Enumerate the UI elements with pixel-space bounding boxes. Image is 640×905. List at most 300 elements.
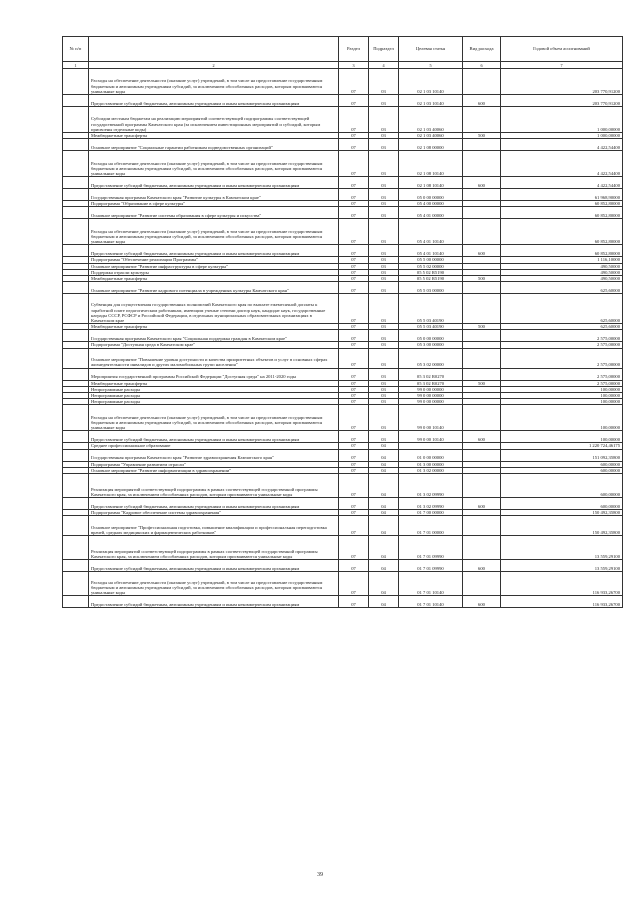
row-podrazdel-cell: 03 <box>369 380 399 386</box>
table-row <box>63 560 623 572</box>
row-sum-cell: 60 852,80000 <box>501 207 623 219</box>
row-sum-cell: 625,60000 <box>501 294 623 324</box>
row-razdel-cell: 07 <box>339 342 369 348</box>
row-vr-cell: 600 <box>463 498 501 510</box>
row-sum-cell: 116 933,26700 <box>501 596 623 608</box>
row-podrazdel-cell: 04 <box>369 572 399 596</box>
row-num-cell <box>63 449 89 461</box>
row-num-cell <box>63 282 89 294</box>
row-num-cell <box>63 431 89 443</box>
row-num-cell <box>63 245 89 257</box>
row-razdel-cell: 07 <box>339 330 369 342</box>
row-cst-cell: 99 0 00 00000 <box>399 386 463 392</box>
row-name-cell: Субсидии местным бюджетам на реализацию мероприятий соответствующей подпрограммы соответствующей государственной программы Камчатского края (за исключением инвестиционных мероприятий и субсидий, которым присвоены отдельные коды) <box>89 107 339 133</box>
table-row <box>63 219 623 245</box>
row-num-cell <box>63 330 89 342</box>
row-vr-cell: 600 <box>463 245 501 257</box>
budget-sheet <box>62 36 622 608</box>
row-razdel-cell: 07 <box>339 449 369 461</box>
table-row <box>63 282 623 294</box>
row-razdel-cell: 07 <box>339 498 369 510</box>
row-num-cell <box>63 294 89 324</box>
row-podrazdel-cell: 04 <box>369 498 399 510</box>
table-row <box>63 405 623 431</box>
table-row <box>63 294 623 324</box>
index-cell: 2 <box>89 62 339 69</box>
row-name-cell: Предоставление субсидий бюджетным, автономным учреждениям и иным некоммерческим организациям <box>89 596 339 608</box>
table-row <box>63 498 623 510</box>
row-vr-cell <box>463 69 501 95</box>
index-cell: 7 <box>501 62 623 69</box>
row-cst-cell: 01 7 01 10140 <box>399 572 463 596</box>
page-number: 39 <box>317 872 323 878</box>
row-name-cell: Основное мероприятие "Развитие информатизации в здравоохранении" <box>89 467 339 473</box>
row-podrazdel-cell: 03 <box>369 177 399 189</box>
row-name-cell: Предоставление субсидий бюджетным, автономным учреждениям и иным некоммерческим организациям <box>89 245 339 257</box>
row-razdel-cell: 07 <box>339 107 369 133</box>
row-razdel-cell: 07 <box>339 467 369 473</box>
row-razdel-cell: 07 <box>339 560 369 572</box>
row-podrazdel-cell: 03 <box>369 107 399 133</box>
row-cst-cell: 05 3 00 00000 <box>399 342 463 348</box>
row-vr-cell <box>463 219 501 245</box>
row-podrazdel-cell: 03 <box>369 431 399 443</box>
row-cst-cell: 01 7 01 09990 <box>399 536 463 560</box>
row-name-cell: Реализация мероприятий соответствующей подпрограммы в рамках соответствующей государственной программы Камчатского края, за исключением обособленных расходов, которым присваиваются уникальные коды <box>89 536 339 560</box>
row-sum-cell: 1 220 724,46175 <box>501 443 623 449</box>
row-vr-cell <box>463 572 501 596</box>
row-cst-cell: 05 0 00 00000 <box>399 330 463 342</box>
row-razdel-cell: 07 <box>339 139 369 151</box>
table-row <box>63 536 623 560</box>
table-row <box>63 596 623 608</box>
row-num-cell <box>63 207 89 219</box>
index-cell: 3 <box>339 62 369 69</box>
row-razdel-cell: 07 <box>339 516 369 536</box>
row-cst-cell: 01 3 02 00000 <box>399 467 463 473</box>
row-vr-cell <box>463 294 501 324</box>
row-razdel-cell: 07 <box>339 189 369 201</box>
row-sum-cell: 1 000,00000 <box>501 133 623 139</box>
row-name-cell: Поддержка отрасли культуры <box>89 269 339 275</box>
row-podrazdel-cell: 03 <box>369 139 399 151</box>
row-cst-cell: 99 0 00 10140 <box>399 405 463 431</box>
row-num-cell <box>63 95 89 107</box>
row-num-cell <box>63 405 89 431</box>
row-cst-cell: 01 3 02 09990 <box>399 474 463 498</box>
col-name-header <box>89 37 339 62</box>
row-name-cell: Подпрограмма "Управление развитием отрасли" <box>89 461 339 467</box>
row-podrazdel-cell: 04 <box>369 474 399 498</box>
row-razdel-cell: 07 <box>339 245 369 257</box>
row-sum-cell: 490,50000 <box>501 263 623 269</box>
row-sum-cell: 60 852,80000 <box>501 201 623 207</box>
row-cst-cell: 05 3 02 R0270 <box>399 368 463 380</box>
row-razdel-cell: 07 <box>339 276 369 282</box>
table-row <box>63 69 623 95</box>
table-row <box>63 516 623 536</box>
row-cst-cell: 01 7 01 09990 <box>399 560 463 572</box>
row-podrazdel-cell: 03 <box>369 201 399 207</box>
row-sum-cell: 625,60000 <box>501 324 623 330</box>
row-cst-cell: 05 5 03 40190 <box>399 294 463 324</box>
row-name-cell: Предоставление субсидий бюджетным, автономным учреждениям и иным некоммерческим организациям <box>89 498 339 510</box>
row-podrazdel-cell: 03 <box>369 342 399 348</box>
row-podrazdel-cell: 03 <box>369 348 399 368</box>
row-cst-cell: 02 1 03 10140 <box>399 95 463 107</box>
row-cst-cell: 05 5 00 00000 <box>399 257 463 263</box>
row-name-cell: Предоставление субсидий бюджетным, автономным учреждениям и иным некоммерческим организациям <box>89 560 339 572</box>
row-vr-cell <box>463 107 501 133</box>
table-row <box>63 177 623 189</box>
row-razdel-cell: 07 <box>339 474 369 498</box>
row-cst-cell: 01 3 00 00000 <box>399 461 463 467</box>
row-name-cell: Расходы на обеспечение деятельности (оказание услуг) учреждений, в том числе на предоставление государственным бюджетным и автономным учреждениям субсидий, за исключением обособленных расходов, которым присваиваются уникальные коды <box>89 151 339 177</box>
row-sum-cell: 625,60000 <box>501 282 623 294</box>
row-vr-cell <box>463 151 501 177</box>
col-vr-header: Вид расхода <box>463 37 501 62</box>
row-razdel-cell: 07 <box>339 380 369 386</box>
row-cst-cell: 05 3 02 00000 <box>399 348 463 368</box>
row-cst-cell: 05 5 03 40190 <box>399 324 463 330</box>
row-num-cell <box>63 572 89 596</box>
row-name-cell: Подпрограмма "Образование в сфере культуры" <box>89 201 339 207</box>
row-name-cell: Межбюджетные трансферты <box>89 380 339 386</box>
row-podrazdel-cell: 03 <box>369 69 399 95</box>
row-name-cell: Среднее профессиональное образование <box>89 443 339 449</box>
row-podrazdel-cell: 03 <box>369 399 399 405</box>
row-razdel-cell: 07 <box>339 201 369 207</box>
row-num-cell <box>63 536 89 560</box>
row-cst-cell: 05 5 02 00000 <box>399 263 463 269</box>
row-sum-cell: 1 000,00000 <box>501 107 623 133</box>
budget-table <box>62 36 623 608</box>
row-name-cell: Межбюджетные трансферты <box>89 324 339 330</box>
row-podrazdel-cell: 03 <box>369 151 399 177</box>
row-name-cell: Непрограммные расходы <box>89 393 339 399</box>
row-podrazdel-cell: 03 <box>369 133 399 139</box>
row-sum-cell: 13 559,29100 <box>501 536 623 560</box>
index-row <box>63 62 623 69</box>
row-podrazdel-cell: 04 <box>369 443 399 449</box>
row-cst-cell: 05 4 01 10140 <box>399 219 463 245</box>
row-num-cell <box>63 69 89 95</box>
row-cst-cell: 02 1 03 40060 <box>399 107 463 133</box>
row-num-cell <box>63 596 89 608</box>
row-vr-cell <box>463 516 501 536</box>
row-vr-cell: 500 <box>463 324 501 330</box>
row-podrazdel-cell: 04 <box>369 536 399 560</box>
row-sum-cell: 4 422,54400 <box>501 177 623 189</box>
row-razdel-cell: 07 <box>339 596 369 608</box>
row-name-cell: Расходы на обеспечение деятельности (оказание услуг) учреждений, в том числе на предоставление государственным бюджетным и автономным учреждениям субсидий, за исключением обособленных расходов, которым присваиваются уникальные коды <box>89 572 339 596</box>
row-name-cell: Основное мероприятие "Повышение уровня доступности и качества приоритетных объектов и услуг в основных сферах жизнедеятельности инвалидов и других маломобильных групп населения" <box>89 348 339 368</box>
row-sum-cell: 100,00000 <box>501 399 623 405</box>
row-razdel-cell: 07 <box>339 294 369 324</box>
row-name-cell: Непрограммные расходы <box>89 386 339 392</box>
row-podrazdel-cell: 04 <box>369 596 399 608</box>
row-razdel-cell: 07 <box>339 263 369 269</box>
row-sum-cell: 60 852,80000 <box>501 219 623 245</box>
row-name-cell: Государственная программа Камчатского края "Социальная поддержка граждан в Камчатском крае" <box>89 330 339 342</box>
row-vr-cell: 600 <box>463 95 501 107</box>
row-sum-cell: 100,00000 <box>501 393 623 399</box>
row-cst-cell: 05 5 03 00000 <box>399 282 463 294</box>
col-cst-header: Целевая статья <box>399 37 463 62</box>
row-cst-cell: 01 0 00 00000 <box>399 449 463 461</box>
row-razdel-cell: 07 <box>339 386 369 392</box>
row-razdel-cell: 07 <box>339 399 369 405</box>
row-razdel-cell: 07 <box>339 95 369 107</box>
row-podrazdel-cell: 03 <box>369 324 399 330</box>
col-num-header: № п/п <box>63 37 89 62</box>
row-name-cell: Основное мероприятие "Социальные гарантии работникам подведомственных организаций" <box>89 139 339 151</box>
row-podrazdel-cell: 03 <box>369 282 399 294</box>
table-row <box>63 207 623 219</box>
table-row <box>63 368 623 380</box>
row-vr-cell <box>463 348 501 368</box>
row-cst-cell: 05 5 02 R5190 <box>399 269 463 275</box>
row-cst-cell: 01 7 01 10140 <box>399 596 463 608</box>
row-vr-cell <box>463 474 501 498</box>
row-vr-cell: 600 <box>463 177 501 189</box>
row-num-cell <box>63 368 89 380</box>
row-num-cell <box>63 177 89 189</box>
row-sum-cell: 1 116,10000 <box>501 257 623 263</box>
row-num-cell <box>63 474 89 498</box>
col-sum-header: Годовой объем ассигнований <box>501 37 623 62</box>
table-row <box>63 107 623 133</box>
row-razdel-cell: 07 <box>339 461 369 467</box>
row-podrazdel-cell: 03 <box>369 219 399 245</box>
row-razdel-cell: 07 <box>339 405 369 431</box>
table-row <box>63 431 623 443</box>
row-sum-cell: 490,50000 <box>501 276 623 282</box>
row-name-cell: Непрограммные расходы <box>89 399 339 405</box>
row-cst-cell: 02 1 03 10140 <box>399 69 463 95</box>
row-razdel-cell: 07 <box>339 151 369 177</box>
row-sum-cell: 4 422,54400 <box>501 151 623 177</box>
row-razdel-cell: 07 <box>339 177 369 189</box>
row-razdel-cell: 07 <box>339 133 369 139</box>
row-num-cell <box>63 498 89 510</box>
row-name-cell: Основное мероприятие "Развитие инфраструктуры в сфере культуры" <box>89 263 339 269</box>
row-name-cell: Подпрограмма "Обеспечение реализации Программы" <box>89 257 339 263</box>
row-num-cell <box>63 139 89 151</box>
row-razdel-cell: 07 <box>339 324 369 330</box>
row-cst-cell: 01 7 01 00000 <box>399 516 463 536</box>
row-podrazdel-cell: 03 <box>369 207 399 219</box>
row-cst-cell: 02 1 08 10140 <box>399 177 463 189</box>
row-vr-cell: 600 <box>463 560 501 572</box>
row-razdel-cell: 07 <box>339 269 369 275</box>
table-row <box>63 189 623 201</box>
col-razdel-header: Раздел <box>339 37 369 62</box>
row-sum-cell: 2 575,00000 <box>501 330 623 342</box>
row-sum-cell: 600,00000 <box>501 467 623 473</box>
row-vr-cell <box>463 405 501 431</box>
row-name-cell: Расходы на обеспечение деятельности (оказание услуг) учреждений, в том числе на предоставление государственным бюджетным и автономным учреждениям субсидий, за исключением обособленных расходов, которым присваиваются уникальные коды <box>89 69 339 95</box>
row-cst-cell: 01 3 02 09990 <box>399 498 463 510</box>
row-podrazdel-cell: 04 <box>369 510 399 516</box>
row-razdel-cell: 07 <box>339 282 369 294</box>
table-row <box>63 330 623 342</box>
row-razdel-cell: 07 <box>339 348 369 368</box>
row-podrazdel-cell: 03 <box>369 189 399 201</box>
row-cst-cell: 02 1 08 10140 <box>399 151 463 177</box>
row-sum-cell: 150 492,35800 <box>501 516 623 536</box>
row-razdel-cell: 07 <box>339 572 369 596</box>
row-num-cell <box>63 560 89 572</box>
row-razdel-cell: 07 <box>339 368 369 380</box>
table-row <box>63 245 623 257</box>
row-sum-cell: 116 933,26700 <box>501 572 623 596</box>
index-cell: 1 <box>63 62 89 69</box>
row-cst-cell: 05 0 00 00000 <box>399 189 463 201</box>
row-name-cell: Предоставление субсидий бюджетным, автономным учреждениям и иным некоммерческим организациям <box>89 431 339 443</box>
row-cst-cell: 02 1 08 00000 <box>399 139 463 151</box>
row-podrazdel-cell: 03 <box>369 368 399 380</box>
row-podrazdel-cell: 03 <box>369 269 399 275</box>
row-num-cell <box>63 348 89 368</box>
row-cst-cell: 05 4 00 00000 <box>399 201 463 207</box>
row-cst-cell: 99 0 00 10140 <box>399 431 463 443</box>
row-name-cell: Расходы на обеспечение деятельности (оказание услуг) учреждений, в том числе на предоставление государственным бюджетным и автономным учреждениям субсидий, за исключением обособленных расходов, которым присваиваются уникальные коды <box>89 405 339 431</box>
row-vr-cell <box>463 449 501 461</box>
row-name-cell: Мероприятия государственной программы Российской Федерации "Доступная среда" на 2011-2020 годы <box>89 368 339 380</box>
row-num-cell <box>63 189 89 201</box>
row-podrazdel-cell: 03 <box>369 393 399 399</box>
row-sum-cell: 13 559,29100 <box>501 560 623 572</box>
row-vr-cell: 500 <box>463 133 501 139</box>
row-sum-cell: 2 575,00000 <box>501 368 623 380</box>
row-name-cell: Субвенция для осуществления государственных полномочий Камчатского края по выплате ежемесячной доплаты к заработной плате педагогическим работникам, имеющим ученые степени доктор наук, кандидат наук, государственные награды СССР, РСФСР и Российской Федерации, в отдельных муниципальных образовательных организациях в Камчатском крае <box>89 294 339 324</box>
row-vr-cell <box>463 368 501 380</box>
table-row <box>63 139 623 151</box>
row-vr-cell <box>463 536 501 560</box>
row-sum-cell: 600,00000 <box>501 461 623 467</box>
row-vr-cell <box>463 207 501 219</box>
row-name-cell: Подпрограмма "Кадровое обеспечение системы здравоохранения" <box>89 510 339 516</box>
row-name-cell: Государственная программа Камчатского края "Развитие здравоохранения Камчатского края" <box>89 449 339 461</box>
row-sum-cell: 2 575,00000 <box>501 342 623 348</box>
header-row <box>63 37 623 62</box>
row-podrazdel-cell: 03 <box>369 257 399 263</box>
row-cst-cell: 99 0 00 00000 <box>399 393 463 399</box>
row-razdel-cell: 07 <box>339 431 369 443</box>
row-name-cell: Предоставление субсидий бюджетным, автономным учреждениям и иным некоммерческим организациям <box>89 95 339 107</box>
index-cell: 6 <box>463 62 501 69</box>
row-sum-cell: 100,00000 <box>501 405 623 431</box>
row-vr-cell: 500 <box>463 380 501 386</box>
row-vr-cell <box>463 282 501 294</box>
row-sum-cell: 61 968,90000 <box>501 189 623 201</box>
row-num-cell <box>63 107 89 133</box>
row-vr-cell: 600 <box>463 596 501 608</box>
row-podrazdel-cell: 04 <box>369 467 399 473</box>
col-podrazdel-header: Подраздел <box>369 37 399 62</box>
row-podrazdel-cell: 03 <box>369 405 399 431</box>
row-vr-cell <box>463 330 501 342</box>
row-cst-cell: 05 4 01 00000 <box>399 207 463 219</box>
row-podrazdel-cell: 03 <box>369 386 399 392</box>
row-podrazdel-cell: 03 <box>369 276 399 282</box>
row-sum-cell: 2 575,00000 <box>501 380 623 386</box>
index-cell: 4 <box>369 62 399 69</box>
row-name-cell: Государственная программа Камчатского края "Развитие культуры в Камчатском крае" <box>89 189 339 201</box>
row-sum-cell: 151 092,35800 <box>501 449 623 461</box>
row-podrazdel-cell: 03 <box>369 294 399 324</box>
row-podrazdel-cell: 04 <box>369 516 399 536</box>
row-sum-cell: 203 770,91200 <box>501 95 623 107</box>
row-name-cell: Предоставление субсидий бюджетным, автономным учреждениям и иным некоммерческим организациям <box>89 177 339 189</box>
row-sum-cell: 100,00000 <box>501 431 623 443</box>
row-sum-cell: 4 422,54400 <box>501 139 623 151</box>
row-razdel-cell: 07 <box>339 393 369 399</box>
row-num-cell <box>63 516 89 536</box>
index-cell: 5 <box>399 62 463 69</box>
row-razdel-cell: 07 <box>339 69 369 95</box>
row-name-cell: Основное мероприятие "Развитие кадрового потенциала в учреждениях культуры Камчатского края" <box>89 282 339 294</box>
row-podrazdel-cell: 03 <box>369 95 399 107</box>
row-podrazdel-cell: 04 <box>369 449 399 461</box>
row-name-cell: Межбюджетные трансферты <box>89 133 339 139</box>
row-cst-cell: 01 7 00 00000 <box>399 510 463 516</box>
table-row <box>63 348 623 368</box>
row-sum-cell: 60 852,80000 <box>501 245 623 257</box>
row-cst-cell: 05 3 02 R0270 <box>399 380 463 386</box>
row-cst-cell: 05 4 01 10140 <box>399 245 463 257</box>
row-name-cell: Реализация мероприятий соответствующей подпрограммы в рамках соответствующей государственной программы Камчатского края, за исключением обособленных расходов, которым присваиваются уникальные коды <box>89 474 339 498</box>
row-name-cell: Межбюджетные трансферты <box>89 276 339 282</box>
row-name-cell: Подпрограмма "Доступная среда в Камчатском крае" <box>89 342 339 348</box>
row-vr-cell: 600 <box>463 431 501 443</box>
row-sum-cell: 600,00000 <box>501 474 623 498</box>
row-sum-cell: 490,50000 <box>501 269 623 275</box>
row-vr-cell <box>463 189 501 201</box>
row-name-cell: Основное мероприятие "Развитие системы образования в сфере культуры и искусства" <box>89 207 339 219</box>
row-podrazdel-cell: 03 <box>369 263 399 269</box>
row-razdel-cell: 07 <box>339 219 369 245</box>
row-cst-cell: 05 5 02 R5190 <box>399 276 463 282</box>
row-cst-cell: 99 0 00 00000 <box>399 399 463 405</box>
row-razdel-cell: 07 <box>339 257 369 263</box>
row-razdel-cell: 07 <box>339 510 369 516</box>
row-sum-cell: 100,00000 <box>501 386 623 392</box>
row-sum-cell: 600,00000 <box>501 498 623 510</box>
table-row <box>63 95 623 107</box>
row-name-cell: Основное мероприятие "Профессиональная подготовка, повышение квалификации и профессиональная переподготовка врачей, средних медицинских и фармацевтических работников" <box>89 516 339 536</box>
table-row <box>63 449 623 461</box>
table-row <box>63 474 623 498</box>
row-razdel-cell: 07 <box>339 443 369 449</box>
row-razdel-cell: 07 <box>339 207 369 219</box>
table-row <box>63 572 623 596</box>
row-vr-cell: 500 <box>463 276 501 282</box>
row-num-cell <box>63 219 89 245</box>
row-sum-cell: 203 770,91200 <box>501 69 623 95</box>
row-name-cell: Расходы на обеспечение деятельности (оказание услуг) учреждений, в том числе на предоставление государственным бюджетным и автономным учреждениям субсидий, за исключением обособленных расходов, которым присваиваются уникальные коды <box>89 219 339 245</box>
row-podrazdel-cell: 04 <box>369 560 399 572</box>
row-cst-cell: 02 1 03 40060 <box>399 133 463 139</box>
row-podrazdel-cell: 04 <box>369 461 399 467</box>
row-podrazdel-cell: 03 <box>369 330 399 342</box>
row-vr-cell <box>463 139 501 151</box>
row-num-cell <box>63 151 89 177</box>
row-razdel-cell: 07 <box>339 536 369 560</box>
table-row <box>63 151 623 177</box>
row-podrazdel-cell: 03 <box>369 245 399 257</box>
